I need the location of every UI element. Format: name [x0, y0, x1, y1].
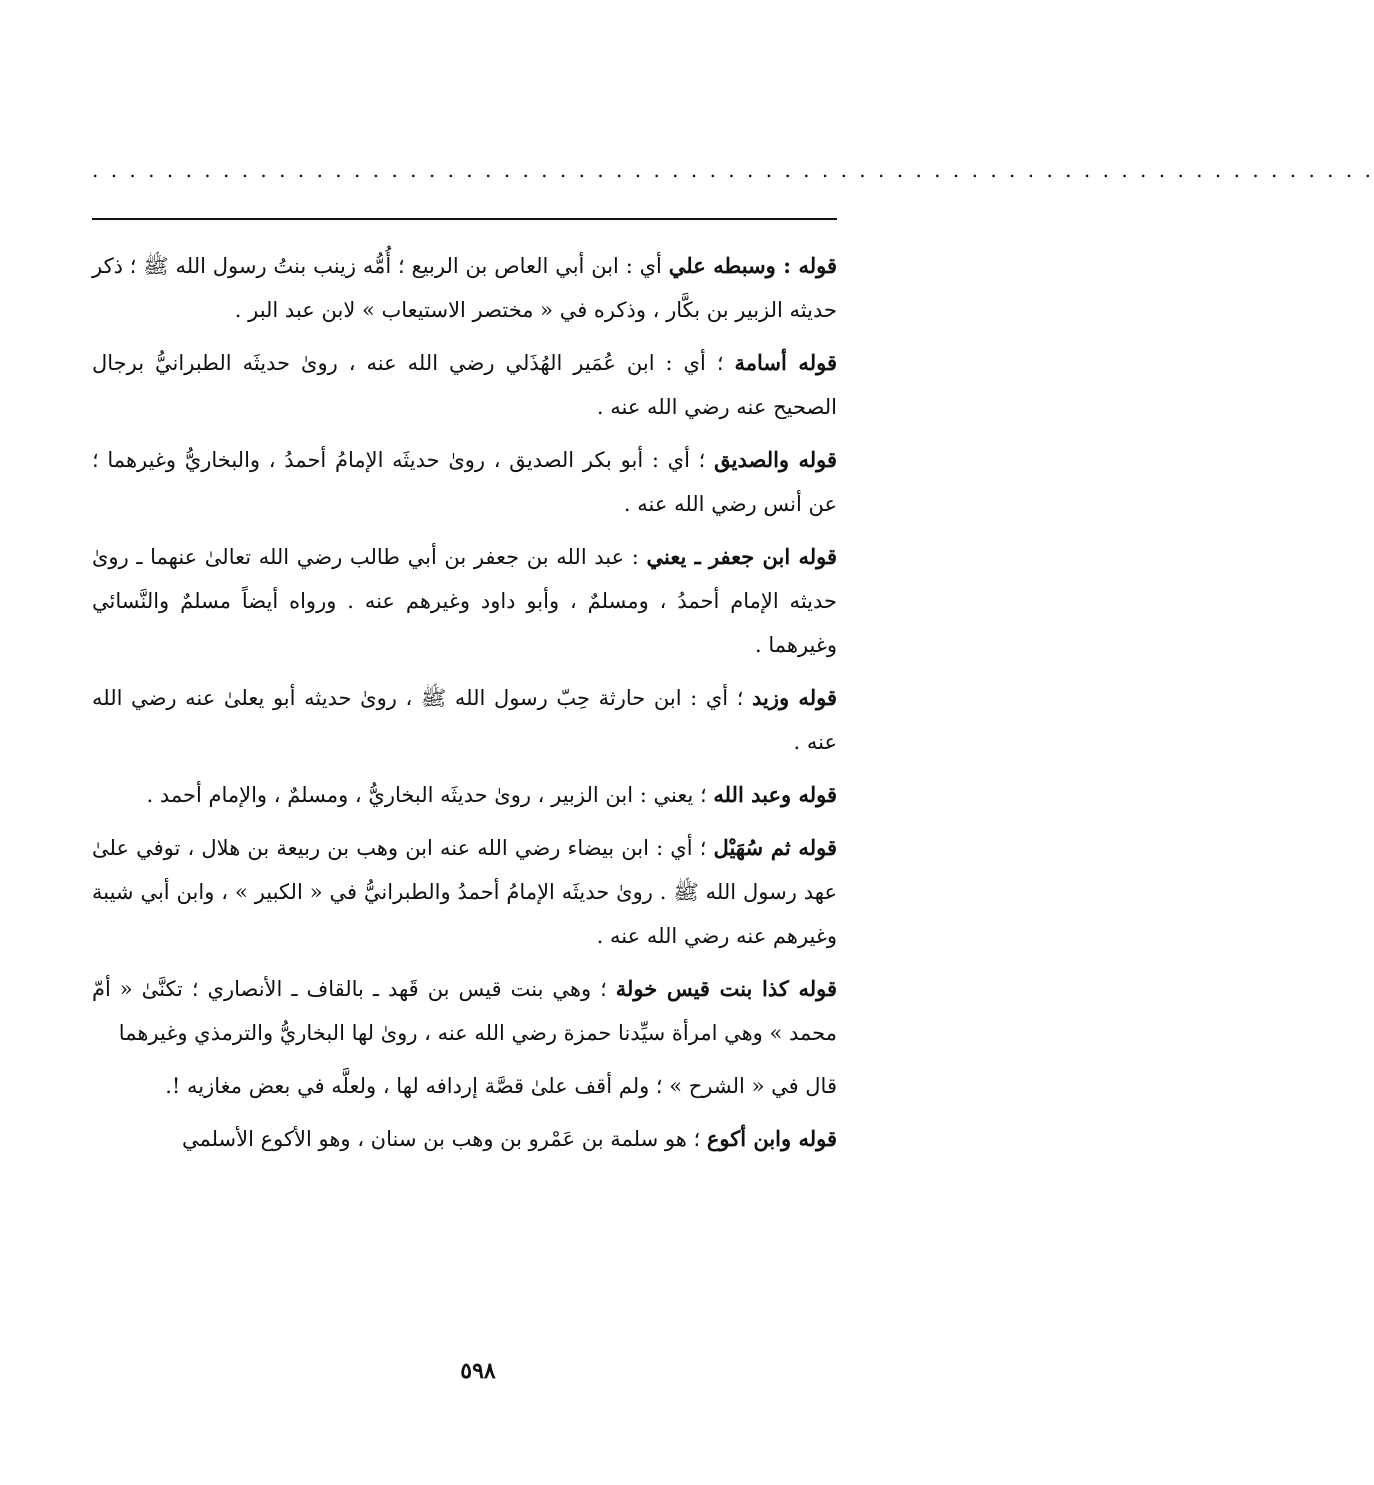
paragraph	[92, 773, 837, 817]
commentary-body	[92, 244, 837, 1170]
paragraph-lead: قوله والصديق	[714, 447, 837, 472]
paragraph-text: ؛ يعني : ابن الزبير ، روىٰ حديثَه البخاريُّ ، ومسلمٌ ، والإمام أحمد .	[146, 783, 707, 807]
paragraph	[92, 1117, 837, 1161]
paragraph	[92, 244, 837, 332]
paragraph-lead: قوله أسامة	[734, 350, 837, 375]
paragraph	[92, 341, 837, 429]
paragraph-text: ؛ أي : أبو بكر الصديق ، روىٰ حديثَه الإمامُ أحمدُ ، والبخاريُّ وغيرهما ؛ عن أنس رضي الله عنه .	[92, 448, 837, 516]
footnote-rule	[92, 218, 837, 220]
paragraph-lead: قوله وعبد الله	[713, 782, 837, 807]
paragraph-lead: قوله وابن أكوع	[706, 1126, 837, 1151]
paragraph-lead: قوله كذا بنت قيس خولة	[615, 976, 837, 1001]
paragraph-lead: قوله ثم سُهَيْل	[713, 835, 837, 860]
paragraph	[92, 535, 837, 667]
paragraph-text: ؛ أي : ابن بيضاء رضي الله عنه ابن وهب بن ربيعة بن هلال ، توفي علىٰ عهد رسول الله ﷺ . روىٰ حديثَه الإمامُ أحمدُ والطبرانيُّ في « الكبير » ، وابن أبي شيبة وغيرهم عنه رضي الله عنه .	[92, 836, 837, 948]
paragraph	[92, 826, 837, 958]
paragraph-text: أي : ابن أبي العاص بن الربيع ؛ أُمُّه زينب بنتُ رسول الله ﷺ ؛ ذكر حديثه الزبير بن بكَّار ، وذكره في « مختصر الاستيعاب » لابن عبد البر .	[92, 254, 837, 322]
paragraph	[92, 1064, 837, 1108]
paragraph-text: ؛ أي : ابن حارثة حِبّ رسول الله ﷺ ، روىٰ حديثه أبو يعلىٰ عنه رضي الله عنه .	[92, 686, 837, 754]
paragraph-lead: قوله ابن جعفر ـ يعني	[646, 544, 838, 569]
page-number: ٥٩٨	[460, 1358, 496, 1384]
paragraph-text: : عبد الله بن جعفر بن أبي طالب رضي الله تعالىٰ عنهما ـ روىٰ حديثه الإمام أحمدُ ، ومسلمٌ ، وأبو داود وغيرهم عنه . ورواه أيضاً مسلمٌ والنَّسائي وغيرهما .	[92, 545, 837, 657]
paragraph-lead: قوله وزيد	[752, 685, 837, 710]
paragraph	[92, 967, 837, 1055]
paragraph	[92, 438, 837, 526]
paragraph-text: ؛ أي : ابن عُمَير الهُذَلي رضي الله عنه ، روىٰ حديثَه الطبرانيُّ برجال الصحيح عنه رضي الله عنه .	[92, 351, 837, 419]
paragraph-text: ؛ وهي بنت قيس بن قَهد ـ بالقاف ـ الأنصاري ؛ تكنَّىٰ « أمّ محمد » وهي امرأة سيِّدنا حمزة رضي الله عنه ، روىٰ لها البخاريُّ والترمذي وغيرهما	[92, 977, 837, 1045]
dotted-separator: . . . . . . . . . . . . . . . . . . . . . . . . . . . . . . . . . . . . . . . . . . . . . . . . . . . . . . . . . . . . . . . . . . . . .	[92, 158, 1374, 182]
paragraph-text: قال في « الشرح » ؛ ولم أقف علىٰ قصَّة إردافه لها ، ولعلَّه في بعض مغازيه !.	[165, 1074, 837, 1098]
paragraph	[92, 676, 837, 764]
paragraph-text: ؛ هو سلمة بن عَمْرو بن وهب بن سنان ، وهو الأكوع الأسلمي	[181, 1127, 701, 1151]
paragraph-lead: قوله : وسبطه علي	[668, 253, 838, 278]
